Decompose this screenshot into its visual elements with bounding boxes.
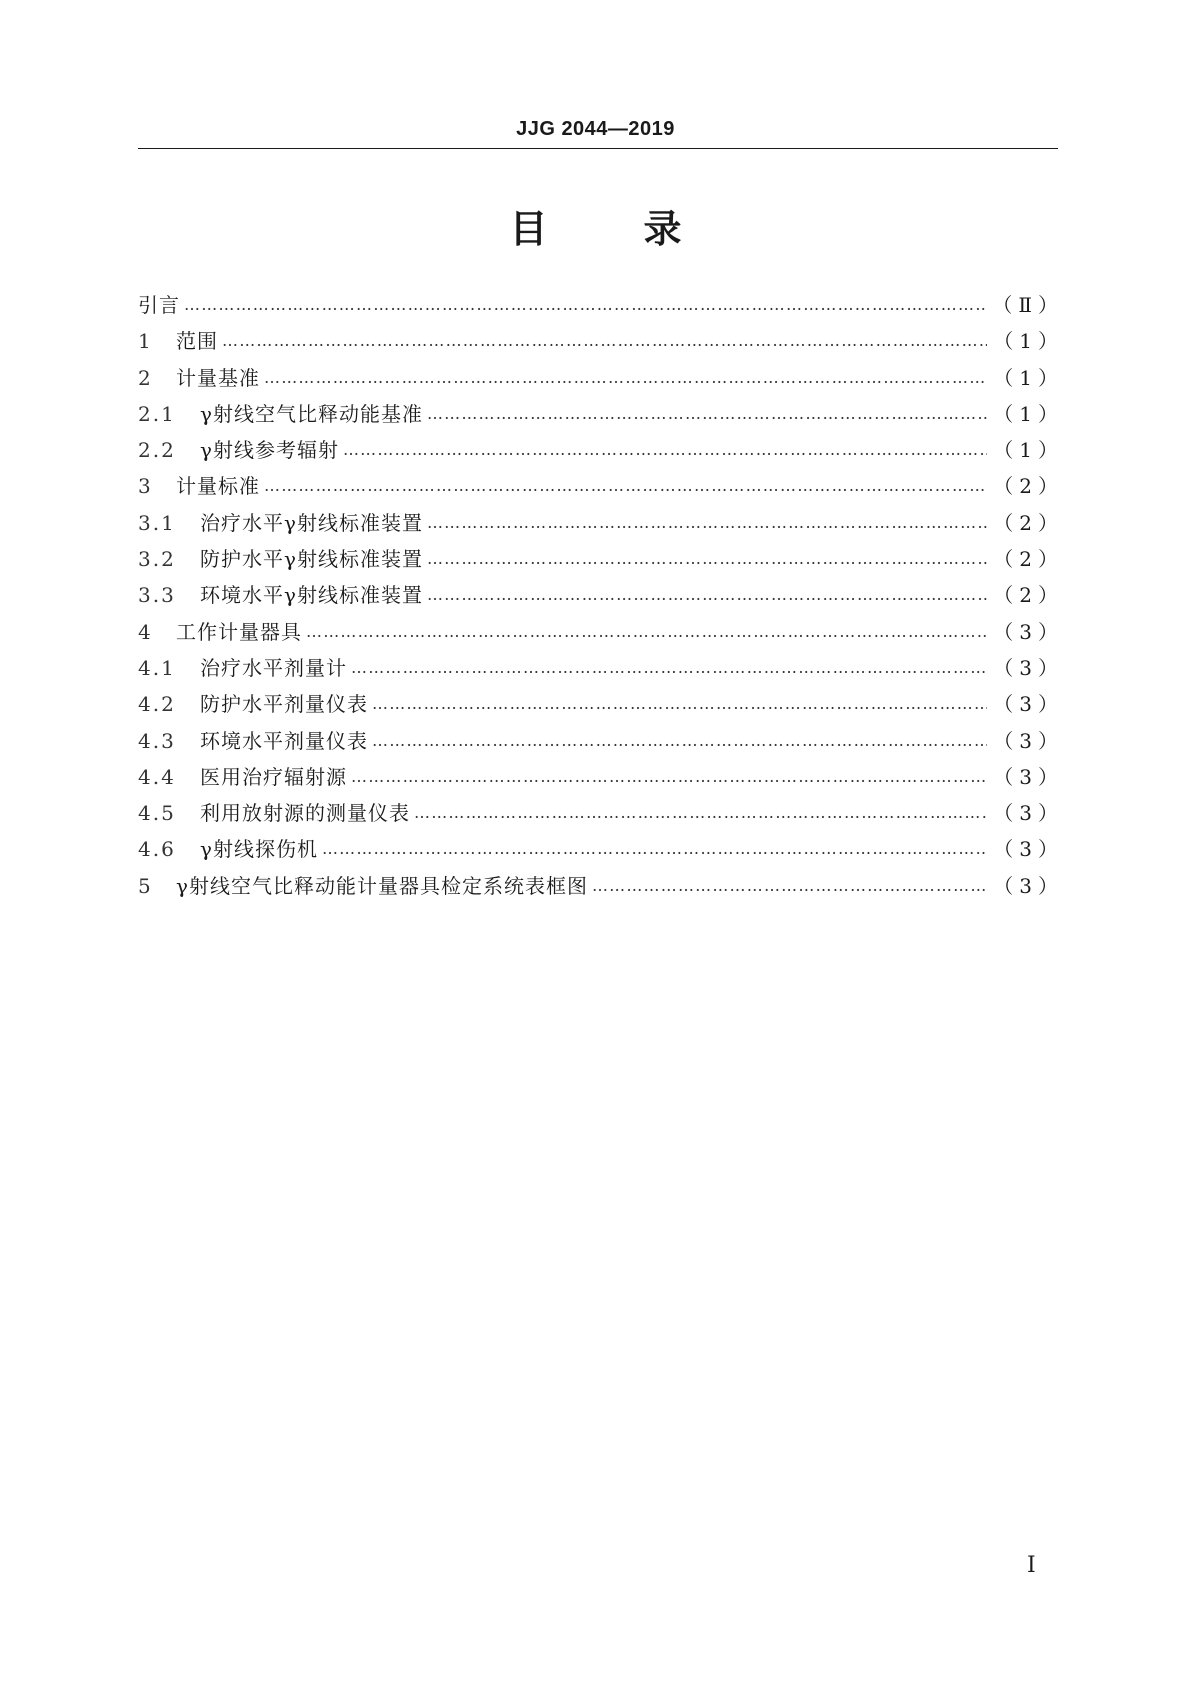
toc-entry-label: γ射线探伤机	[200, 837, 318, 862]
toc-leader-dots	[343, 432, 987, 468]
header-divider	[138, 148, 1058, 149]
toc-entry-number: 4.6	[138, 837, 176, 862]
toc-entry-page: （1）	[993, 365, 1064, 390]
toc-entry-2-1[interactable]	[138, 396, 1064, 432]
toc-entry-page: （Ⅱ）	[992, 293, 1064, 317]
toc-entry-label: 医用治疗辐射源	[200, 764, 347, 789]
page-title	[0, 198, 1191, 253]
toc-entry-4-6[interactable]	[138, 831, 1064, 867]
toc-entry-number: 4.2	[138, 692, 176, 717]
toc-entry-number: 4.5	[138, 801, 176, 826]
toc-entry-page: （1）	[993, 438, 1064, 463]
toc-entry-intro[interactable]	[138, 287, 1064, 323]
toc-entry-label: 利用放射源的测量仪表	[200, 801, 410, 826]
toc-entry-page: （3）	[993, 655, 1064, 680]
toc-entry-label: 计量标准	[176, 474, 260, 499]
toc-entry-label: γ射线空气比释动能计量器具检定系统表框图	[176, 873, 588, 898]
toc-entry-page: （3）	[993, 728, 1064, 753]
toc-entry-4[interactable]	[138, 614, 1064, 650]
toc-entry-page: （1）	[993, 401, 1064, 426]
toc-entry-2[interactable]	[138, 360, 1064, 396]
toc-entry-number: 4	[138, 619, 153, 644]
toc-entry-label: 治疗水平γ射线标准装置	[200, 510, 423, 535]
toc-leader-dots	[414, 795, 987, 831]
toc-entry-label: γ射线参考辐射	[200, 438, 339, 463]
table-of-contents	[138, 287, 1064, 904]
toc-entry-4-5[interactable]	[138, 795, 1064, 831]
toc-entry-page: （3）	[993, 619, 1064, 644]
toc-entry-page: （3）	[993, 873, 1064, 898]
toc-entry-label: 计量基准	[176, 365, 260, 390]
title-char-1: 目	[509, 207, 548, 251]
toc-leader-dots	[427, 541, 987, 577]
toc-entry-label: 环境水平γ射线标准装置	[200, 583, 423, 608]
toc-entry-number: 4.4	[138, 764, 176, 789]
toc-entry-4-2[interactable]	[138, 686, 1064, 722]
toc-entry-4-3[interactable]	[138, 723, 1064, 759]
toc-leader-dots	[427, 505, 987, 541]
toc-leader-dots	[427, 396, 987, 432]
toc-entry-label: 治疗水平剂量计	[200, 655, 347, 680]
toc-entry-4-1[interactable]	[138, 650, 1064, 686]
toc-entry-page: （1）	[993, 329, 1064, 354]
toc-entry-3-2[interactable]	[138, 541, 1064, 577]
title-char-2: 录	[643, 207, 682, 251]
toc-entry-number: 3.2	[138, 547, 176, 572]
toc-leader-dots	[264, 360, 987, 396]
standard-code-header: JJG 2044—2019	[516, 118, 675, 140]
toc-leader-dots	[264, 468, 987, 504]
toc-entry-page: （3）	[993, 764, 1064, 789]
toc-entry-3[interactable]	[138, 468, 1064, 504]
toc-entry-number: 1	[138, 329, 153, 354]
toc-entry-page: （2）	[993, 510, 1064, 535]
toc-entry-label: 防护水平剂量仪表	[200, 692, 368, 717]
toc-entry-1[interactable]	[138, 323, 1064, 359]
toc-entry-number: 4.1	[138, 655, 176, 680]
toc-entry-label: 工作计量器具	[176, 619, 302, 644]
toc-entry-label: 环境水平剂量仪表	[200, 728, 368, 753]
toc-entry-page: （2）	[993, 547, 1064, 572]
toc-entry-page: （2）	[993, 583, 1064, 608]
toc-entry-3-3[interactable]	[138, 577, 1064, 613]
toc-leader-dots	[427, 577, 987, 613]
toc-entry-page: （3）	[993, 692, 1064, 717]
toc-leader-dots	[222, 323, 987, 359]
toc-entry-label: 引言	[138, 293, 180, 317]
toc-leader-dots	[306, 614, 987, 650]
toc-leader-dots	[184, 287, 986, 323]
toc-entry-number: 3.3	[138, 583, 176, 608]
toc-entry-5[interactable]	[138, 868, 1064, 904]
toc-leader-dots	[351, 759, 987, 795]
toc-entry-page: （2）	[993, 474, 1064, 499]
toc-entry-page: （3）	[993, 837, 1064, 862]
toc-leader-dots	[322, 831, 987, 867]
toc-entry-number: 2.2	[138, 438, 176, 463]
toc-leader-dots	[592, 868, 987, 904]
toc-leader-dots	[372, 686, 987, 722]
toc-entry-number: 2.1	[138, 401, 176, 426]
toc-entry-number: 2	[138, 365, 153, 390]
toc-entry-page: （3）	[993, 801, 1064, 826]
toc-leader-dots	[351, 650, 987, 686]
toc-leader-dots	[372, 723, 987, 759]
toc-entry-3-1[interactable]	[138, 505, 1064, 541]
toc-entry-4-4[interactable]	[138, 759, 1064, 795]
toc-entry-number: 3	[138, 474, 153, 499]
toc-entry-number: 3.1	[138, 510, 176, 535]
toc-entry-number: 5	[138, 873, 153, 898]
toc-entry-label: 防护水平γ射线标准装置	[200, 547, 423, 572]
toc-entry-2-2[interactable]	[138, 432, 1064, 468]
toc-entry-label: 范围	[176, 329, 218, 354]
toc-entry-label: γ射线空气比释动能基准	[200, 401, 423, 426]
page-number: Ⅰ	[1027, 1553, 1036, 1578]
toc-entry-number: 4.3	[138, 728, 176, 753]
